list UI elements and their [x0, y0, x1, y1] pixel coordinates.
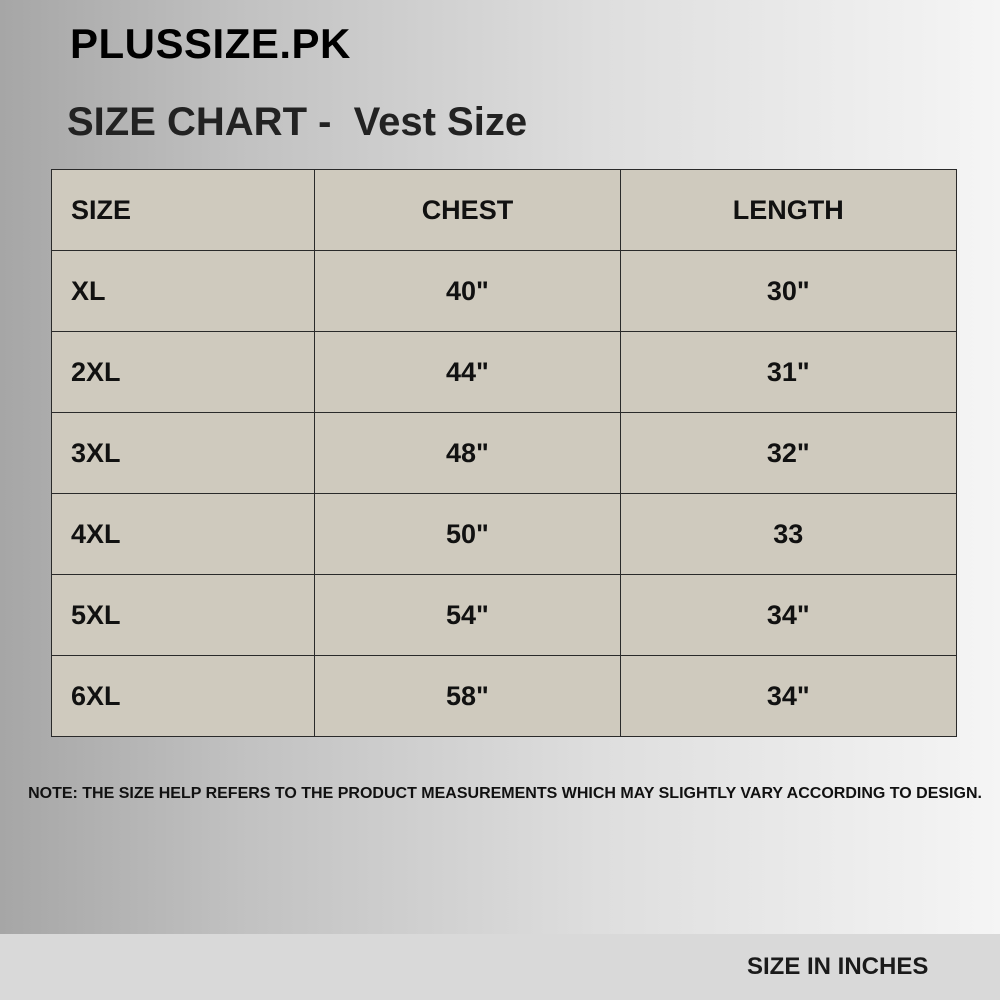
table-row — [52, 332, 957, 413]
cell-size: XL — [52, 251, 315, 332]
cell-chest: 40" — [315, 251, 620, 332]
cell-chest: 44" — [315, 332, 620, 413]
cell-size: 4XL — [52, 494, 315, 575]
cell-length: 32" — [620, 413, 956, 494]
cell-chest: 58" — [315, 656, 620, 737]
cell-size: 5XL — [52, 575, 315, 656]
table-row — [52, 575, 957, 656]
table-row — [52, 494, 957, 575]
units-label: SIZE IN INCHES — [747, 953, 929, 980]
cell-size: 2XL — [52, 332, 315, 413]
table-header-row — [52, 170, 957, 251]
cell-length: 34" — [620, 575, 956, 656]
cell-size: 3XL — [52, 413, 315, 494]
cell-length: 30" — [620, 251, 956, 332]
header-size: SIZE — [52, 170, 315, 251]
measurement-note: NOTE: THE SIZE HELP REFERS TO THE PRODUCT MEASUREMENTS WHICH MAY SLIGHTLY VARY ACCORDING TO DESIGN. — [28, 785, 982, 802]
brand-name: PLUSSIZE.PK — [70, 20, 351, 67]
header-chest: CHEST — [315, 170, 620, 251]
cell-chest: 50" — [315, 494, 620, 575]
page-title: SIZE CHART - Vest Size — [67, 100, 528, 144]
cell-length: 31" — [620, 332, 956, 413]
table-row — [52, 251, 957, 332]
cell-size: 6XL — [52, 656, 315, 737]
size-chart-table — [51, 169, 957, 737]
cell-length: 34" — [620, 656, 956, 737]
cell-length: 33 — [620, 494, 956, 575]
cell-chest: 54" — [315, 575, 620, 656]
table-row — [52, 413, 957, 494]
table-row — [52, 656, 957, 737]
header-length: LENGTH — [620, 170, 956, 251]
cell-chest: 48" — [315, 413, 620, 494]
